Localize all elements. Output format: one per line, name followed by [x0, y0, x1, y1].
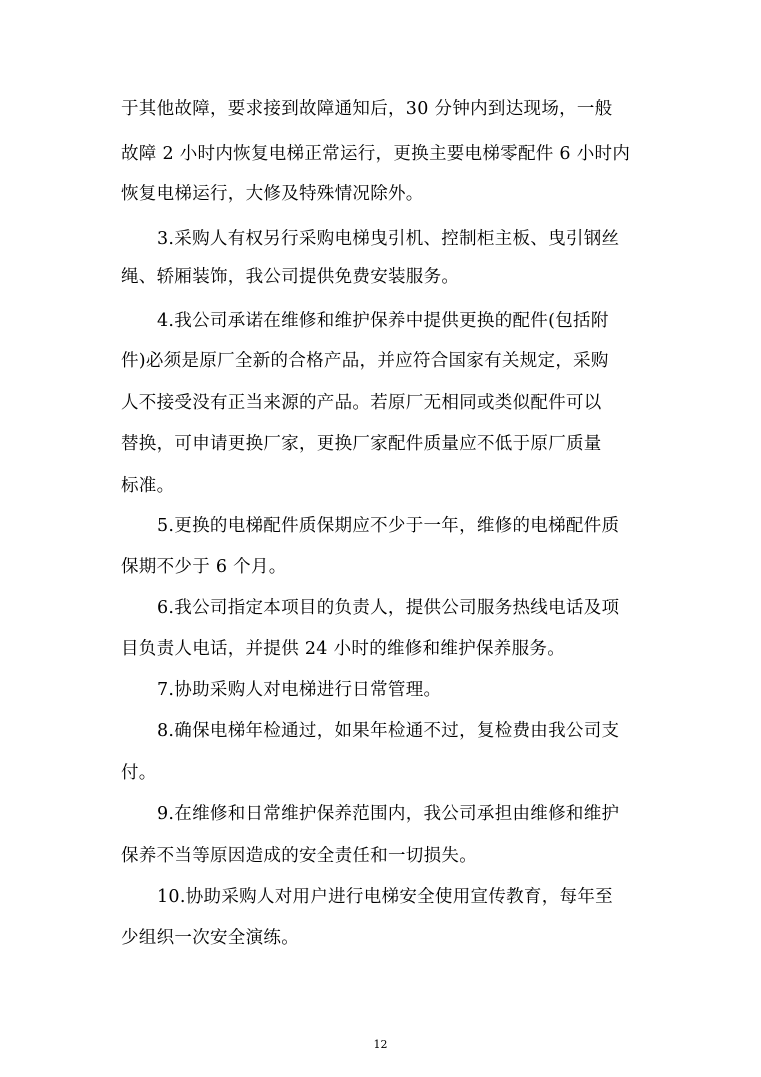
text-line: 于其他故障，要求接到故障通知后，30 分钟内到达现场，一般: [121, 99, 613, 119]
text-line: 5.更换的电梯配件质保期应不少于一年，维修的电梯配件质: [157, 516, 620, 536]
text-line: 9.在维修和日常维护保养范围内，我公司承担由维修和维护: [157, 804, 620, 824]
text-line: 少组织一次安全演练。: [121, 928, 299, 948]
text-line: 4.我公司承诺在维修和维护保养中提供更换的配件(包括附: [157, 311, 609, 331]
text-line: 标准。: [121, 476, 175, 496]
text-line: 件)必须是原厂全新的合格产品，并应符合国家有关规定，采购: [121, 351, 609, 371]
text-line: 7.协助采购人对电梯进行日常管理。: [157, 680, 442, 700]
text-line: 3.采购人有权另行采购电梯曳引机、控制柜主板、曳引钢丝: [157, 229, 620, 249]
text-line: 目负责人电话，并提供 24 小时的维修和维护保养服务。: [121, 639, 565, 659]
page-number: 12: [373, 1038, 388, 1051]
text-line: 8.确保电梯年检通过，如果年检通不过，复检费由我公司支: [157, 721, 620, 741]
text-line: 10.协助采购人对用户进行电梯安全使用宣传教育，每年至: [157, 887, 613, 907]
text-line: 付。: [121, 763, 157, 783]
text-line: 恢复电梯运行，大修及特殊情况除外。: [121, 184, 424, 204]
text-line: 替换，可申请更换厂家，更换厂家配件质量应不低于原厂质量: [121, 434, 602, 454]
text-line: 人不接受没有正当来源的产品。若原厂无相同或类似配件可以: [121, 393, 602, 413]
text-line: 保期不少于 6 个月。: [121, 557, 287, 577]
text-line: 绳、轿厢装饰，我公司提供免费安装服务。: [121, 267, 460, 287]
text-line: 保养不当等原因造成的安全责任和一切损失。: [121, 846, 477, 866]
text-line: 6.我公司指定本项目的负责人，提供公司服务热线电话及项: [157, 598, 620, 618]
text-line: 故障 2 小时内恢复电梯正常运行，更换主要电梯零配件 6 小时内: [121, 144, 631, 164]
